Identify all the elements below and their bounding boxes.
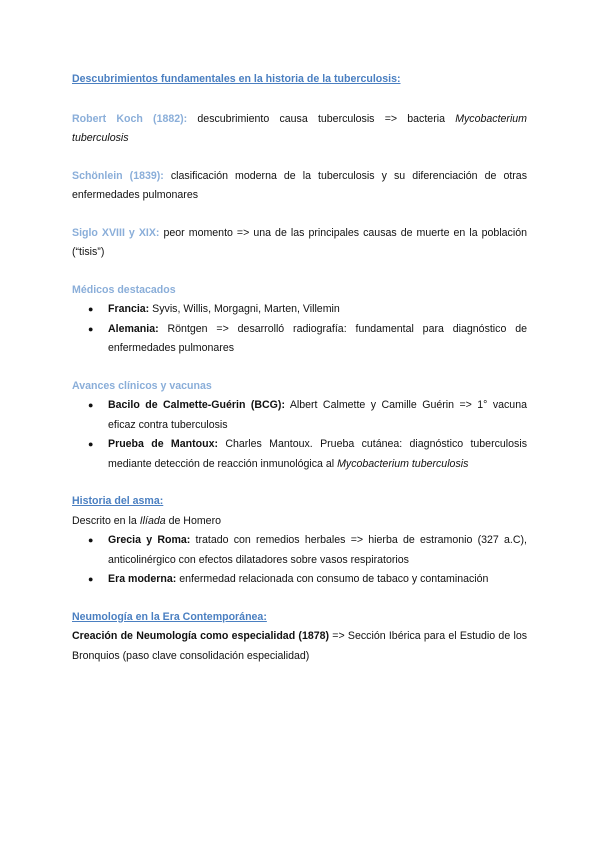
schonlein-text: clasificación moderna de la tuberculosis y su diferenciación de otras enfermedades pulmonares <box>72 169 527 201</box>
page-title: Descubrimientos fundamentales en la historia de la tuberculosis: <box>72 73 401 85</box>
neumologia-heading: Neumología en la Era Contemporánea: <box>72 610 267 623</box>
asma-intro: Descrito en la Ilíada de Homero <box>72 514 221 527</box>
document-page <box>72 66 527 666</box>
koch-text: descubrimiento causa tuberculosis => bacteria <box>187 112 456 125</box>
asma-heading: Historia del asma: <box>72 495 164 507</box>
koch-label: Robert Koch (1882): <box>72 112 188 125</box>
schonlein-paragraph <box>72 167 527 206</box>
medicos-list <box>72 300 527 359</box>
avances-heading: Avances clínicos y vacunas <box>72 379 212 392</box>
list-item: ● Era moderna: enfermedad relacionada con consumo de tabaco y contaminación <box>72 570 527 590</box>
avances-list <box>72 396 527 474</box>
list-item: ● Francia: Syvis, Willis, Morgagni, Marten, Villemin <box>72 300 527 320</box>
list-item: ● Bacilo de Calmette-Guérin (BCG): Albert Calmette y Camille Guérin => 1° vacuna eficaz contra tuberculosis <box>72 396 527 435</box>
koch-paragraph <box>72 110 527 149</box>
asma-list <box>72 531 527 590</box>
siglo-label: Siglo XVIII y XIX: <box>72 226 160 239</box>
list-item: ● Alemania: Röntgen => desarrolló radiografía: fundamental para diagnóstico de enfermedades pulmonares <box>72 320 527 359</box>
neumologia-paragraph: Creación de Neumología como especialidad (1878) => Sección Ibérica para el Estudio de los Bronquios (paso clave consolidación especialidad) <box>72 630 528 662</box>
list-item: ● Grecia y Roma: tratado con remedios herbales => hierba de estramonio (327 a.C), anticolinérgico con efectos dilatadores sobre vasos respiratorios <box>72 531 527 570</box>
siglo-text: peor momento => una de las principales causas de muerte en la población (“tisis”) <box>72 226 527 258</box>
siglo-paragraph <box>72 224 527 263</box>
medicos-heading: Médicos destacados <box>72 283 176 296</box>
schonlein-label: Schönlein (1839): <box>72 169 164 182</box>
list-item: ● Prueba de Mantoux: Charles Mantoux. Prueba cutánea: diagnóstico tuberculosis mediante detección de reacción inmunológica al Mycobacterium tuberculosis <box>72 435 527 474</box>
koch-italic: Mycobacterium tuberculosis <box>72 112 528 144</box>
